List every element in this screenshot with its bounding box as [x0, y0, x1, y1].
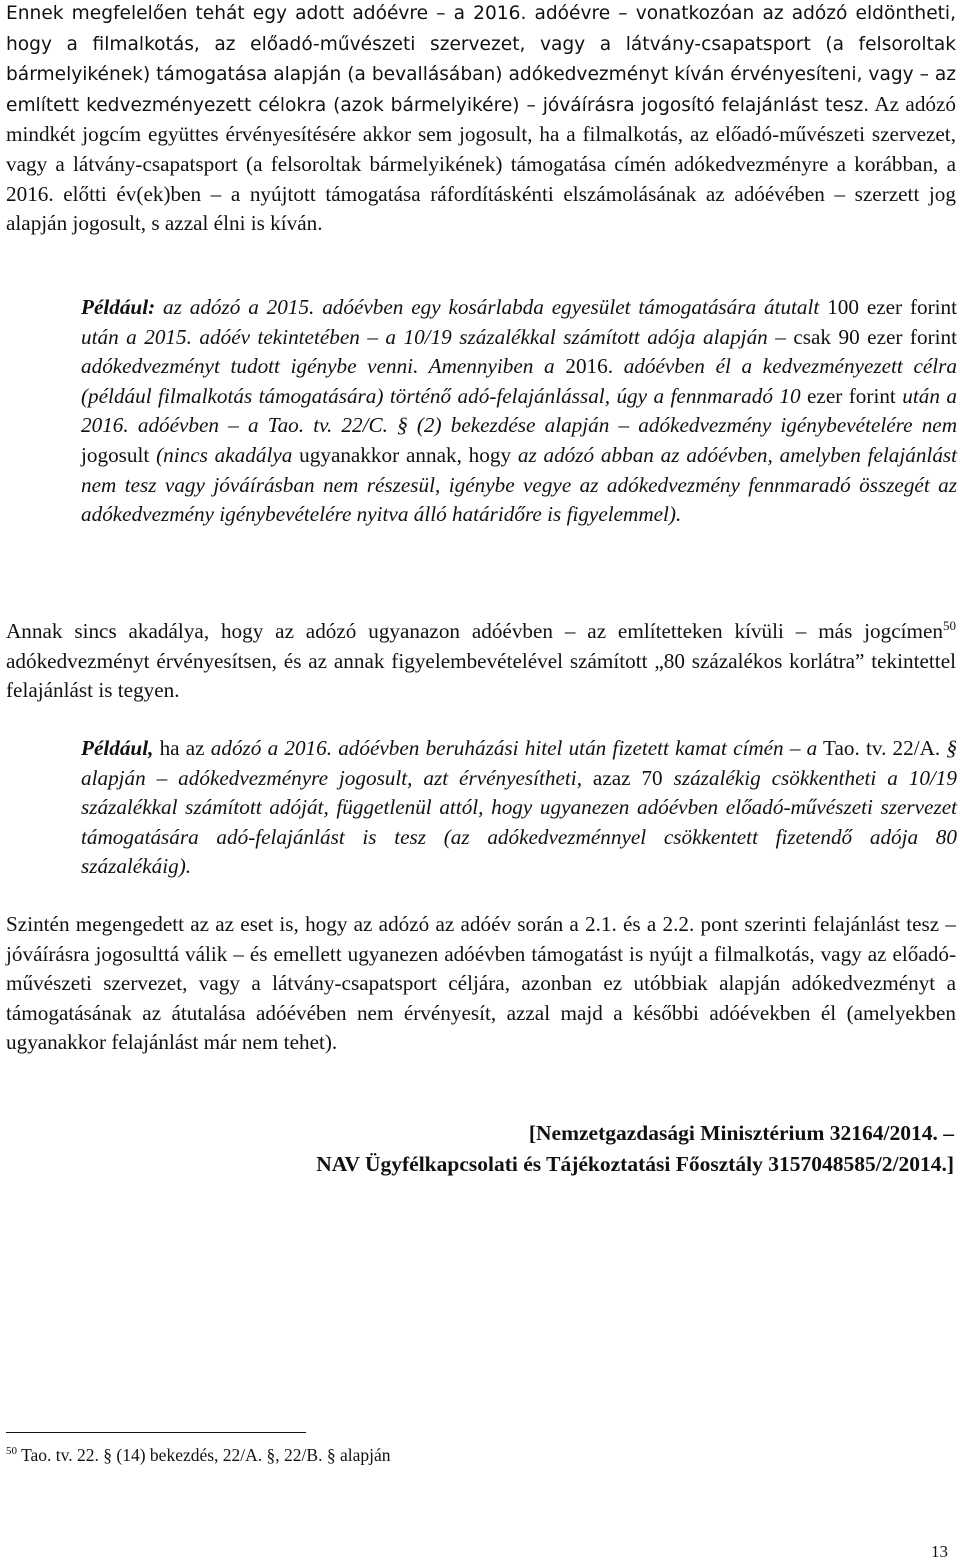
page-number: 13	[931, 1542, 948, 1561]
example-1-label: Például:	[81, 295, 156, 319]
example-1-text-1: az adózó a 2015. adóévben egy kosárlabda egyesület támogatására átutalt	[163, 295, 820, 319]
example-2-text-4: § alapján – adókedvezményre jogosult, azt érvényesítheti,	[81, 736, 958, 790]
example-1-text-4: csak 90 ezer forint	[793, 324, 957, 349]
example-1-text-3: után a 2015. adóév tekintetében – a 10/19 százalékkal számított adója alapján –	[81, 324, 786, 349]
example-2-text-3: Tao. tv. 22/A.	[823, 736, 941, 760]
example-1-text-8: ezer forint	[807, 383, 896, 408]
footnote-number: 50	[6, 1445, 17, 1458]
source-citation-line-2: NAV Ügyfélkapcsolati és Tájékoztatási Főosztály 3157048585/2/2014.]	[316, 1152, 954, 1176]
source-citation-line-1: [Nemzetgazdasági Minisztérium 32164/2014. –	[528, 1121, 954, 1145]
example-1-text-5: adókedvezményt tudott igénybe venni. Amennyiben a	[81, 354, 555, 379]
footnote	[6, 1445, 391, 1466]
example-1-text-2: 100 ezer forint	[827, 295, 958, 319]
example-1-text-13: ugyanakkor annak, hogy	[299, 442, 512, 467]
example-2-text-2: adózó a 2016. adóévben beruházási hitel után fizetett kamat címén – a	[210, 736, 818, 760]
example-1-text-11: jogosult	[81, 442, 150, 467]
paragraph-2-text-1: Annak sincs akadálya, hogy az adózó ugyanazon adóévben – az említetteken kívüli – más jogcímen	[6, 619, 943, 643]
example-2-text-1: ha az	[159, 736, 205, 760]
example-2-label: Például,	[81, 736, 154, 760]
paragraph-intro	[6, 0, 956, 239]
intro-lead-text: Ennek megfelelően tehát egy adott adóévre – a 2016. adóévre – vonatkozóan az adózó eldöntheti, hogy a filmalkotás, az előadó-művészeti szervezet, vagy a látvány-csapatsport (a felsoroltak bármelyikének) támogatása alapján (a bevallásában) adókedvezményt kíván érvényesíteni, vagy – az említett kedvezményezett célokra (azok bármelyikére) – jóváírásra jogosító felajánlást tesz.	[6, 3, 956, 116]
paragraph-3-text: Szintén megengedett az az eset is, hogy az adózó az adóév során a 2.1. és a 2.2. pont szerinti felajánlást tesz – jóváírásra jogosulttá válik – és emellett ugyanezen adóévben támogatást is nyújt a filmalkotás, vagy az előadó-művészeti szervezet, vagy a látvány-csapatsport céljára, azonban ez utóbbiak alapján adókedvezményt a támogatásának az átutalása adóévében nem érvényesít, azzal majd a későbbi adóévekben él (amelyekben ugyanakkor felajánlást már nem tehet).	[6, 912, 956, 1055]
paragraph-also-permitted	[6, 910, 956, 1058]
example-2-text-5: azaz 70	[592, 765, 663, 790]
source-citation	[54, 1118, 954, 1180]
example-1-text-12: (nincs akadálya	[156, 442, 293, 467]
example-1-text-9: után a 2016. adóévben – a	[81, 383, 957, 438]
example-1-text-6: 2016.	[565, 354, 614, 379]
paragraph-other-credit	[6, 617, 956, 706]
example-1	[81, 293, 957, 530]
footnote-reference: 50	[943, 617, 956, 633]
example-1-text-7: adóévben él a kedvezményezett célra (például filmalkotás támogatására) történő adó-felajánlással, úgy a fennmaradó 10	[81, 354, 958, 408]
intro-rest-text: Az adózó mindkét jogcím együttes érvényesítésére akkor sem jogosult, ha a filmalkotás, az előadó-művészeti szervezet, vagy a látvány-csapatsport (a felsoroltak bármelyikének) támogatása címén adókedvezményre a korábban, a 2016. előtti év(ek)ben – a nyújtott támogatása ráfordításkénti elszámolásának az adóévében – szerzett jog alapján jogosult, s azzal élni is kíván.	[6, 91, 957, 236]
example-1-text-14: az adózó abban az adóévben, amelyben felajánlást nem tesz vagy jóváírásban nem részesül, igénybe vegye az adókedvezmény fennmaradó összegét az adókedvezmény igénybevételére nyitva álló határidőre is figyelemmel).	[81, 442, 958, 527]
footnote-divider	[6, 1432, 306, 1433]
example-2	[81, 734, 957, 882]
paragraph-2-text-2: adókedvezményt érvényesítsen, és az annak figyelembevételével számított „80 százalékos korlátra” tekintettel felajánlást is tegyen.	[6, 648, 956, 703]
example-1-text-10: Tao. tv. 22/C. § (2) bekezdése alapján – adókedvezmény igénybevételére nem	[267, 413, 957, 438]
example-2-text-6: százalékig csökkentheti a 10/19 százalékkal számított adóját, függetlenül attól, hogy ugyanezen adóévben előadó-művészeti szervezet támogatására adó-felajánlást is tesz (az adókedvezménnyel csökkentett fizetendő adója 80 százalékáig).	[81, 765, 957, 879]
footnote-text: Tao. tv. 22. § (14) bekezdés, 22/A. §, 22/B. § alapján	[21, 1445, 391, 1465]
